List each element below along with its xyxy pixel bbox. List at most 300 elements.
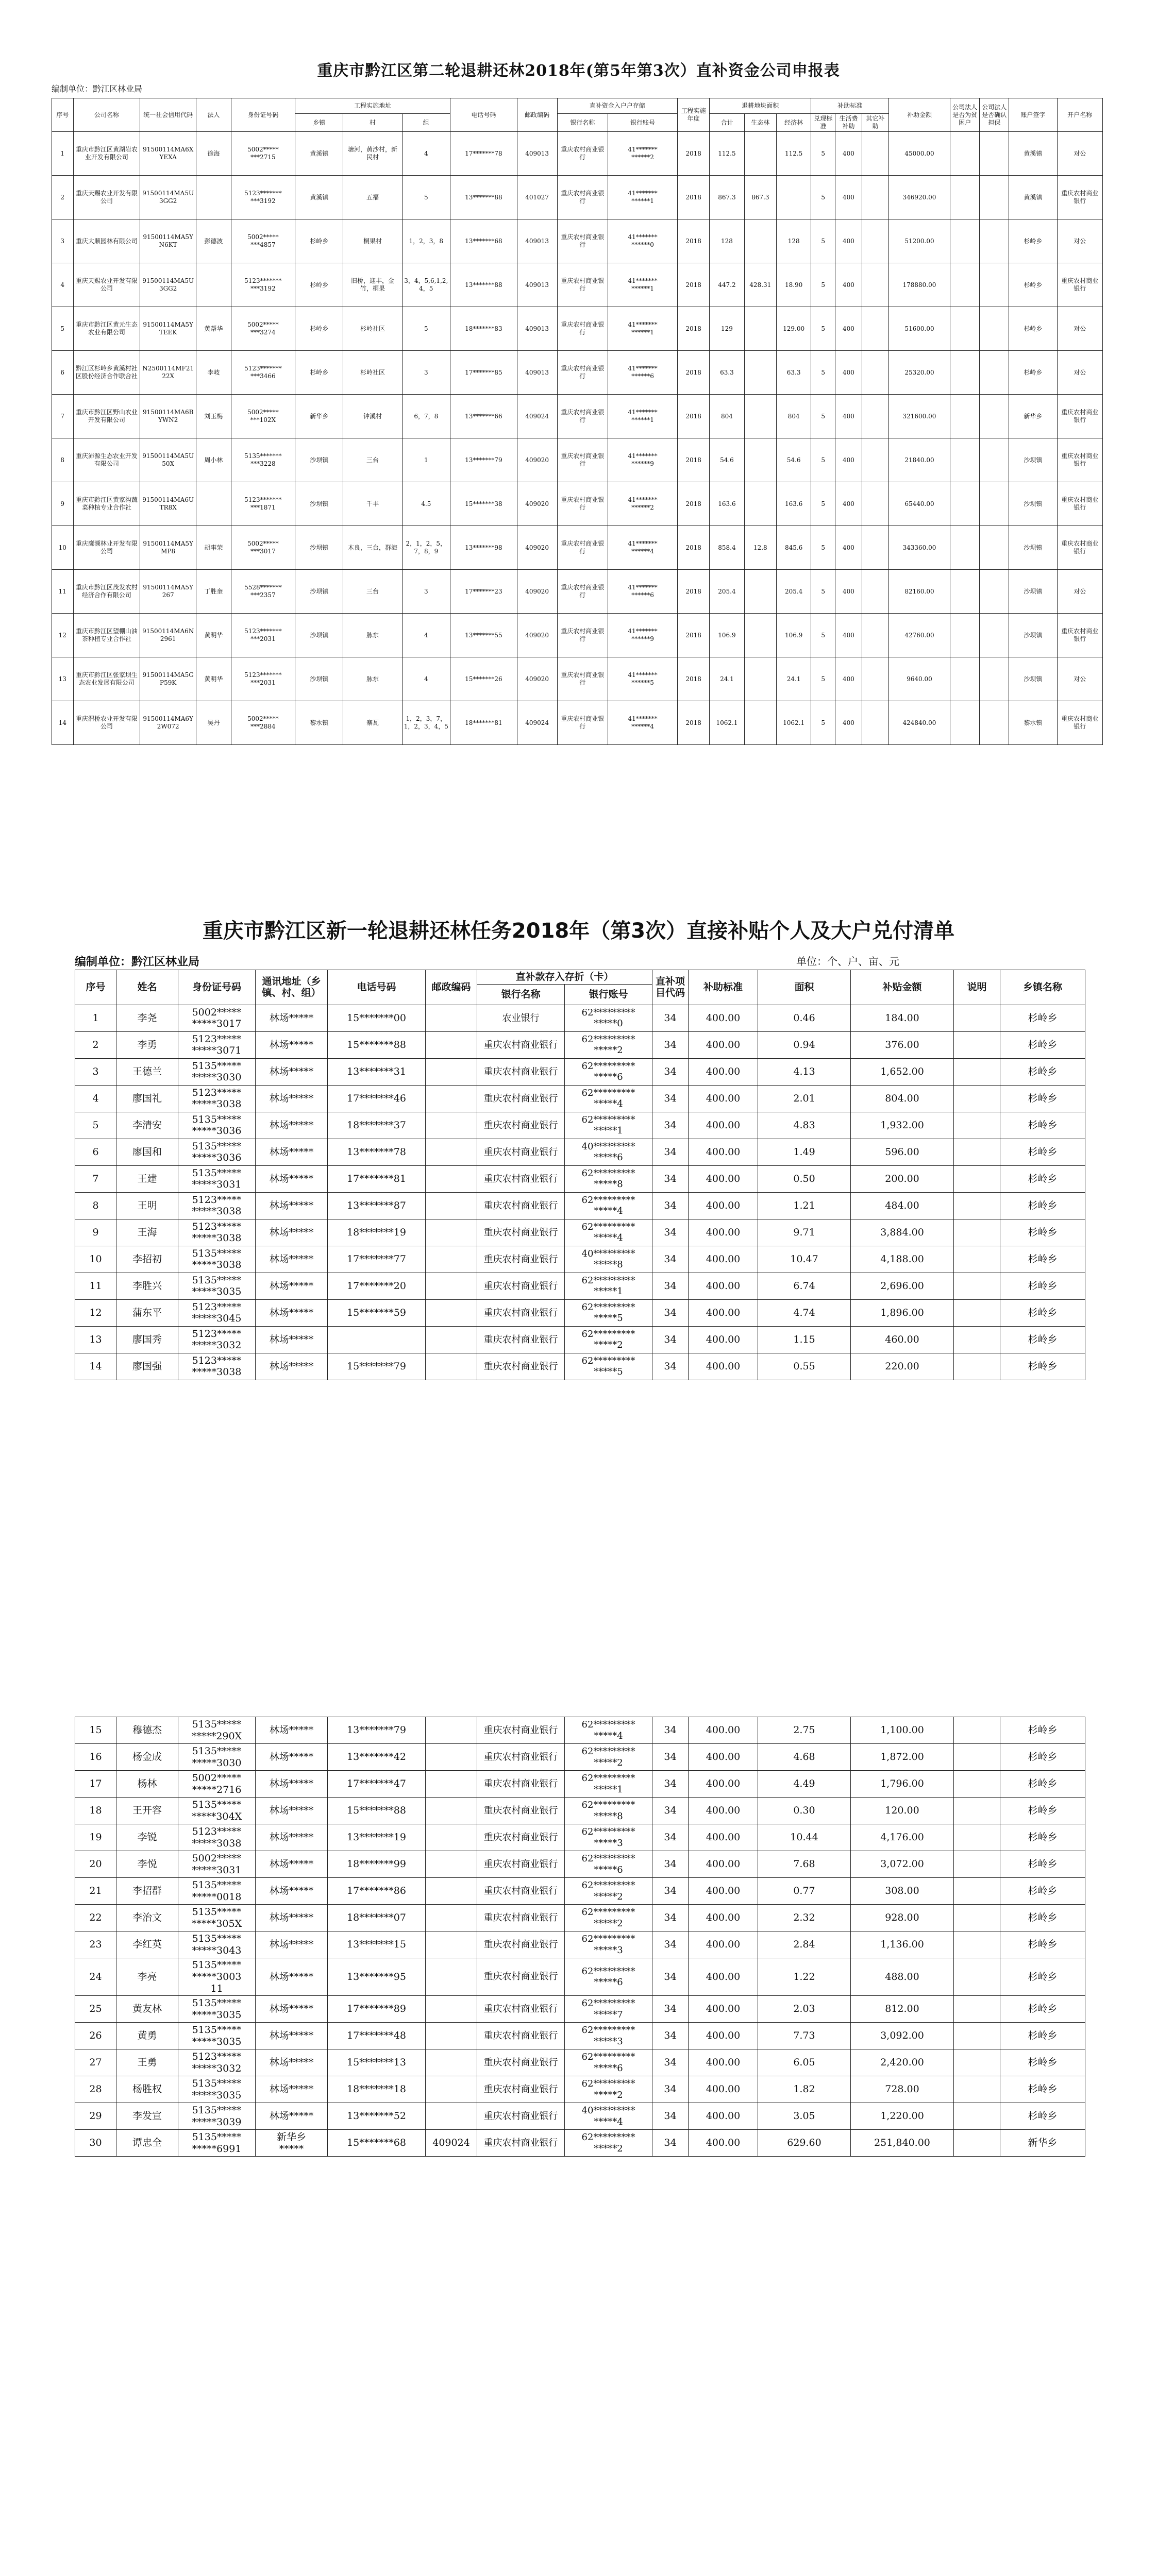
cell-seq: 2 [52,176,74,219]
cell-guar [980,701,1009,745]
cell-seq: 5 [52,307,74,351]
cell-relief [950,526,980,570]
cell-acct: 62********* *****2 [565,1326,652,1353]
cell-total: 54.6 [710,438,744,482]
cell-phone: 13*******88 [450,176,517,219]
cell-name: 蒲东平 [116,1299,178,1326]
cell-phone [328,1326,426,1353]
cell-econ: 106.9 [776,614,811,657]
cell-bank: 重庆农村商业银行 [477,1058,565,1085]
cell-post: 409020 [517,438,557,482]
cell-cash: 5 [811,307,835,351]
cell-std: 400.00 [689,1353,758,1380]
table-row [75,1112,1085,1139]
cell-town: 新华乡 [295,395,343,438]
cell-bank: 重庆农村商业银行 [477,1326,565,1353]
cell-sign: 杉岭乡 [1009,351,1057,395]
cell-relief [950,395,980,438]
cell-std: 400.00 [689,1058,758,1085]
cell-id: 5135***** *****3003 11 [178,1958,256,1996]
th-account-group: 直补资金入户户存储 [557,98,677,114]
cell-phone: 17*******86 [328,1878,426,1905]
cell-name: 李发宣 [116,2103,178,2130]
cell-item: 34 [652,2049,689,2076]
cell-amount: 424840.00 [888,701,950,745]
cell-village: 三台 [343,570,402,614]
cell-acct: 41******* ******9 [608,614,678,657]
cell-eco [744,219,776,263]
th2-std: 补助标准 [689,970,758,1005]
cell-code: N2500114MF2122X [140,351,196,395]
cell-legal: 吴丹 [196,701,231,745]
table-row [75,1139,1085,1165]
cell-post: 409020 [517,657,557,701]
th-area-group: 退耕地块面积 [710,98,811,114]
cell-addr: 林场***** [256,1192,328,1219]
cell-id: 5123***** *****3032 [178,2049,256,2076]
cell-std: 400.00 [689,1085,758,1112]
cell-amount: 728.00 [851,2076,954,2103]
cell-bank: 重庆农村商业银行 [477,1931,565,1958]
cell-bank: 重庆农村商业银行 [477,2049,565,2076]
cell-phone: 13*******19 [328,1824,426,1851]
cell-econ: 112.5 [776,132,811,176]
cell-post [426,1085,477,1112]
cell-amount: 3,884.00 [851,1219,954,1246]
cell-seq: 16 [75,1744,116,1771]
cell-addr: 林场***** [256,2023,328,2049]
cell-phone: 17*******23 [450,570,517,614]
cell-amount: 21840.00 [888,438,950,482]
cell-sign: 杉岭乡 [1009,219,1057,263]
cell-phone: 18*******37 [328,1112,426,1139]
cell-town: 杉岭乡 [1000,1798,1085,1824]
cell-phone: 15*******79 [328,1353,426,1380]
cell-std: 400.00 [689,2049,758,2076]
cell-life: 400 [835,701,862,745]
cell-phone: 17*******78 [450,132,517,176]
cell-area: 7.68 [758,1851,851,1878]
cell-total: 24.1 [710,657,744,701]
cell-econ [776,176,811,219]
cell-id: 5135***** *****0018 [178,1878,256,1905]
cell-company: 黔江区杉岭乡黄溪村社区股份经济合作联合社 [73,351,140,395]
cell-acct: 41******* ******4 [608,526,678,570]
cell-seq: 13 [52,657,74,701]
cell-bankname: 重庆农村商业银行 [557,570,608,614]
cell-year: 2018 [677,526,709,570]
cell-amount: 65440.00 [888,482,950,526]
table-row [75,1717,1085,1744]
table-row [75,1744,1085,1771]
cell-phone: 13*******87 [328,1192,426,1219]
cell-name: 杨林 [116,1771,178,1798]
cell-cash: 5 [811,570,835,614]
cell-village: 脉东 [343,614,402,657]
cell-amount: 4,176.00 [851,1824,954,1851]
cell-group: 4.5 [402,482,450,526]
cell-acct: 62********* *****5 [565,1299,652,1326]
cell-area: 6.05 [758,2049,851,2076]
cell-item: 34 [652,1299,689,1326]
cell-econ: 804 [776,395,811,438]
cell-town: 新华乡 [1000,2130,1085,2157]
cell-town: 杉岭乡 [1000,1219,1085,1246]
cell-note [954,1771,1000,1798]
cell-town: 杉岭乡 [1000,1744,1085,1771]
cell-acct: 62********* *****6 [565,1851,652,1878]
cell-id: 5135***** *****3035 [178,1273,256,1299]
th2-name: 姓名 [116,970,178,1005]
cell-post [426,1353,477,1380]
cell-item: 34 [652,1958,689,1996]
cell-name: 王建 [116,1165,178,1192]
cell-year: 2018 [677,614,709,657]
company-table-title: 重庆市黔江区第二轮退耕还林2018年(第5年第3次）直补资金公司申报表 [317,62,840,80]
cell-name: 廖国强 [116,1353,178,1380]
th-postcode: 邮政编码 [517,98,557,132]
cell-note [954,1058,1000,1085]
cell-post: 409020 [517,570,557,614]
cell-legal: 胡事荣 [196,526,231,570]
company-table-body [52,132,1103,745]
cell-econ: 18.90 [776,263,811,307]
cell-year: 2018 [677,263,709,307]
cell-std: 400.00 [689,1112,758,1139]
cell-area: 0.77 [758,1878,851,1905]
cell-note [954,1139,1000,1165]
cell-life: 400 [835,351,862,395]
th2-seq: 序号 [75,970,116,1005]
cell-eco [744,614,776,657]
cell-name: 李清安 [116,1112,178,1139]
cell-name: 王开容 [116,1798,178,1824]
cell-id: 5123***** *****3032 [178,1326,256,1353]
cell-village: 千丰 [343,482,402,526]
cell-note [954,1219,1000,1246]
table-row [75,1958,1085,1996]
cell-std: 400.00 [689,1273,758,1299]
cell-legal [196,263,231,307]
cell-id: 5123***** *****3038 [178,1085,256,1112]
cell-town: 杉岭乡 [1000,1905,1085,1931]
cell-acct: 62********* *****1 [565,1273,652,1299]
cell-post [426,1326,477,1353]
cell-code: 91500114MA5YTEEK [140,307,196,351]
cell-year: 2018 [677,657,709,701]
cell-amount: 488.00 [851,1958,954,1996]
table-row [75,2103,1085,2130]
cell-eco [744,351,776,395]
cell-amount: 178880.00 [888,263,950,307]
cell-amount: 1,872.00 [851,1744,954,1771]
cell-seq: 9 [75,1219,116,1246]
cell-year: 2018 [677,219,709,263]
cell-amount: 45000.00 [888,132,950,176]
cell-total: 63.3 [710,351,744,395]
cell-phone: 13*******68 [450,219,517,263]
cell-post [426,1744,477,1771]
cell-bankname: 重庆农村商业银行 [557,132,608,176]
cell-id: 5002***** ***3274 [231,307,295,351]
cell-bank: 重庆农村商业银行 [477,1353,565,1380]
cell-acct: 41******* ******1 [608,263,678,307]
cell-item: 34 [652,2130,689,2157]
cell-note [954,1996,1000,2023]
table-row [75,1771,1085,1798]
cell-guar [980,614,1009,657]
cell-note [954,1878,1000,1905]
cell-note [954,1246,1000,1273]
th2-bank-acct: 银行账号 [565,984,652,1005]
cell-other [862,176,888,219]
table-row [52,657,1103,701]
cell-note [954,1931,1000,1958]
cell-sign: 沙坝镇 [1009,570,1057,614]
cell-sign: 沙坝镇 [1009,614,1057,657]
table-row [75,1824,1085,1851]
cell-bank: 重庆农村商业银行 [477,1878,565,1905]
cell-legal: 黄明华 [196,614,231,657]
cell-amount: 804.00 [851,1085,954,1112]
cell-acct: 41******* ******5 [608,657,678,701]
cell-seq: 20 [75,1851,116,1878]
cell-note [954,1299,1000,1326]
cell-post: 409024 [517,395,557,438]
th-area-econ: 经济林 [776,114,811,132]
cell-code: 91500114MA6BYWN2 [140,395,196,438]
cell-econ: 1062.1 [776,701,811,745]
cell-code: 91500114MA5U50X [140,438,196,482]
cell-addr: 林场***** [256,1031,328,1058]
cell-acct: 62********* *****6 [565,1058,652,1085]
cell-item: 34 [652,1273,689,1299]
cell-guar [980,176,1009,219]
cell-amount: 1,220.00 [851,2103,954,2130]
cell-group: 3 [402,570,450,614]
cell-addr: 林场***** [256,1958,328,1996]
cell-town: 杉岭乡 [1000,1273,1085,1299]
cell-acct: 62********* *****4 [565,1192,652,1219]
table-row [52,263,1103,307]
cell-std: 400.00 [689,1824,758,1851]
cell-area: 1.21 [758,1192,851,1219]
table-row [75,2049,1085,2076]
th2-amount: 补贴金额 [851,970,954,1005]
cell-bank: 重庆农村商业银行 [1057,482,1102,526]
cell-eco [744,395,776,438]
cell-addr: 林场***** [256,1931,328,1958]
cell-id: 5123***** *****3071 [178,1031,256,1058]
cell-relief [950,351,980,395]
cell-relief [950,219,980,263]
cell-phone: 15*******88 [328,1031,426,1058]
cell-std: 400.00 [689,1005,758,1031]
cell-area: 10.44 [758,1824,851,1851]
cell-eco [744,307,776,351]
cell-total: 128 [710,219,744,263]
cell-area: 10.47 [758,1246,851,1273]
cell-name: 李尧 [116,1005,178,1031]
cell-town: 杉岭乡 [1000,1878,1085,1905]
cell-code: 91500114MA5Y267 [140,570,196,614]
cell-seq: 10 [75,1246,116,1273]
cell-addr: 林场***** [256,1717,328,1744]
cell-amount: 1,100.00 [851,1717,954,1744]
cell-amount: 25320.00 [888,351,950,395]
cell-sign: 沙坝镇 [1009,438,1057,482]
cell-life: 400 [835,570,862,614]
cell-bank: 重庆农村商业银行 [477,1165,565,1192]
cell-bank: 重庆农村商业银行 [477,2076,565,2103]
cell-acct: 62********* *****2 [565,2130,652,2157]
cell-total: 106.9 [710,614,744,657]
cell-acct: 62********* *****2 [565,1031,652,1058]
cell-phone: 13*******42 [328,1744,426,1771]
cell-seq: 5 [75,1112,116,1139]
cell-item: 34 [652,1246,689,1273]
cell-town: 杉岭乡 [295,351,343,395]
cell-note [954,1112,1000,1139]
cell-addr: 林场***** [256,1744,328,1771]
cell-total: 867.3 [710,176,744,219]
cell-id: 5002***** *****3031 [178,1851,256,1878]
cell-amount: 3,092.00 [851,2023,954,2049]
cell-acct: 62********* *****4 [565,1717,652,1744]
cell-year: 2018 [677,570,709,614]
cell-addr: 林场***** [256,1139,328,1165]
cell-area: 2.32 [758,1905,851,1931]
company-subsidy-table [52,98,1103,745]
cell-acct: 41******* ******4 [608,701,678,745]
th2-id: 身份证号码 [178,970,256,1005]
cell-post [426,1851,477,1878]
cell-bank: 重庆农村商业银行 [477,1905,565,1931]
cell-phone: 18*******81 [450,701,517,745]
cell-bank: 重庆农村商业银行 [1057,526,1102,570]
cell-group: 6，7，8 [402,395,450,438]
cell-std: 400.00 [689,1219,758,1246]
cell-legal: 黄帮华 [196,307,231,351]
cell-note [954,1165,1000,1192]
cell-life: 400 [835,438,862,482]
cell-name: 廖国秀 [116,1326,178,1353]
cell-town: 杉岭乡 [1000,1353,1085,1380]
cell-name: 李勇 [116,1031,178,1058]
cell-amount: 1,652.00 [851,1058,954,1085]
cell-note [954,1824,1000,1851]
cell-id: 5135***** *****6991 [178,2130,256,2157]
cell-bank: 重庆农村商业银行 [477,1031,565,1058]
cell-name: 穆德杰 [116,1717,178,1744]
cell-code: 91500114MA5YN6KT [140,219,196,263]
th-credit-code: 统一社会信用代码 [140,98,196,132]
cell-bank: 重庆农村商业银行 [477,2023,565,2049]
cell-econ: 24.1 [776,657,811,701]
th-relief: 公司法人是否为贫困户 [950,98,980,132]
cell-group: 4 [402,657,450,701]
cell-id: 5002***** *****3017 [178,1005,256,1031]
cell-amount: 220.00 [851,1353,954,1380]
cell-town: 杉岭乡 [1000,1058,1085,1085]
cell-village: 旧桥，迎丰，金竹，桐果 [343,263,402,307]
cell-seq: 19 [75,1824,116,1851]
cell-relief [950,307,980,351]
cell-post [426,2076,477,2103]
cell-area: 2.03 [758,1996,851,2023]
cell-eco [744,438,776,482]
cell-sign: 黎水镇 [1009,701,1057,745]
cell-post: 409024 [517,701,557,745]
cell-post: 409020 [517,526,557,570]
cell-phone: 17*******46 [328,1085,426,1112]
cell-guar [980,570,1009,614]
table-row [52,176,1103,219]
cell-addr: 林场***** [256,1353,328,1380]
cell-item: 34 [652,1085,689,1112]
cell-item: 34 [652,1878,689,1905]
cell-town: 杉岭乡 [295,219,343,263]
cell-code: 91500114MA6N2961 [140,614,196,657]
cell-area: 2.75 [758,1717,851,1744]
cell-addr: 林场***** [256,1058,328,1085]
cell-town: 杉岭乡 [1000,1246,1085,1273]
cell-bank: 重庆农村商业银行 [1057,395,1102,438]
cell-amount: 812.00 [851,1996,954,2023]
cell-cash: 5 [811,438,835,482]
cell-area: 0.50 [758,1165,851,1192]
cell-phone: 13*******88 [450,263,517,307]
cell-acct: 62********* *****2 [565,1905,652,1931]
cell-id: 5002***** ***3017 [231,526,295,570]
cell-group: 1，2，3，7，1，2，3，4，5 [402,701,450,745]
cell-id: 5002***** ***4857 [231,219,295,263]
cell-bank: 重庆农村商业银行 [477,2103,565,2130]
cell-bankname: 重庆农村商业银行 [557,176,608,219]
cell-company: 重庆天赐农业开发有限公司 [73,176,140,219]
th-legal: 法人 [196,98,231,132]
cell-note [954,1005,1000,1031]
cell-amount: 343360.00 [888,526,950,570]
cell-bank: 对公 [1057,657,1102,701]
cell-addr: 林场***** [256,1219,328,1246]
cell-cash: 5 [811,526,835,570]
cell-seq: 17 [75,1771,116,1798]
cell-acct: 62********* *****2 [565,2076,652,2103]
cell-id: 5135***** *****3036 [178,1139,256,1165]
cell-post: 409013 [517,219,557,263]
cell-company: 重庆市黔江区张家坝生态农业发展有限公司 [73,657,140,701]
cell-legal: 丁胜奎 [196,570,231,614]
cell-bank: 重庆农村商业银行 [477,1851,565,1878]
cell-econ: 128 [776,219,811,263]
cell-bank: 对公 [1057,219,1102,263]
cell-other [862,438,888,482]
table-row [75,1851,1085,1878]
th-phone: 电话号码 [450,98,517,132]
table-row [75,1192,1085,1219]
cell-acct: 41******* ******6 [608,351,678,395]
cell-town: 杉岭乡 [1000,2076,1085,2103]
individual-table-body-page1 [75,1005,1085,1380]
cell-village: 寨瓦 [343,701,402,745]
table-row [75,1299,1085,1326]
cell-bank: 重庆农村商业银行 [477,1744,565,1771]
cell-amount: 1,896.00 [851,1299,954,1326]
cell-phone: 17*******81 [328,1165,426,1192]
cell-area: 7.73 [758,2023,851,2049]
table-row [75,1326,1085,1353]
